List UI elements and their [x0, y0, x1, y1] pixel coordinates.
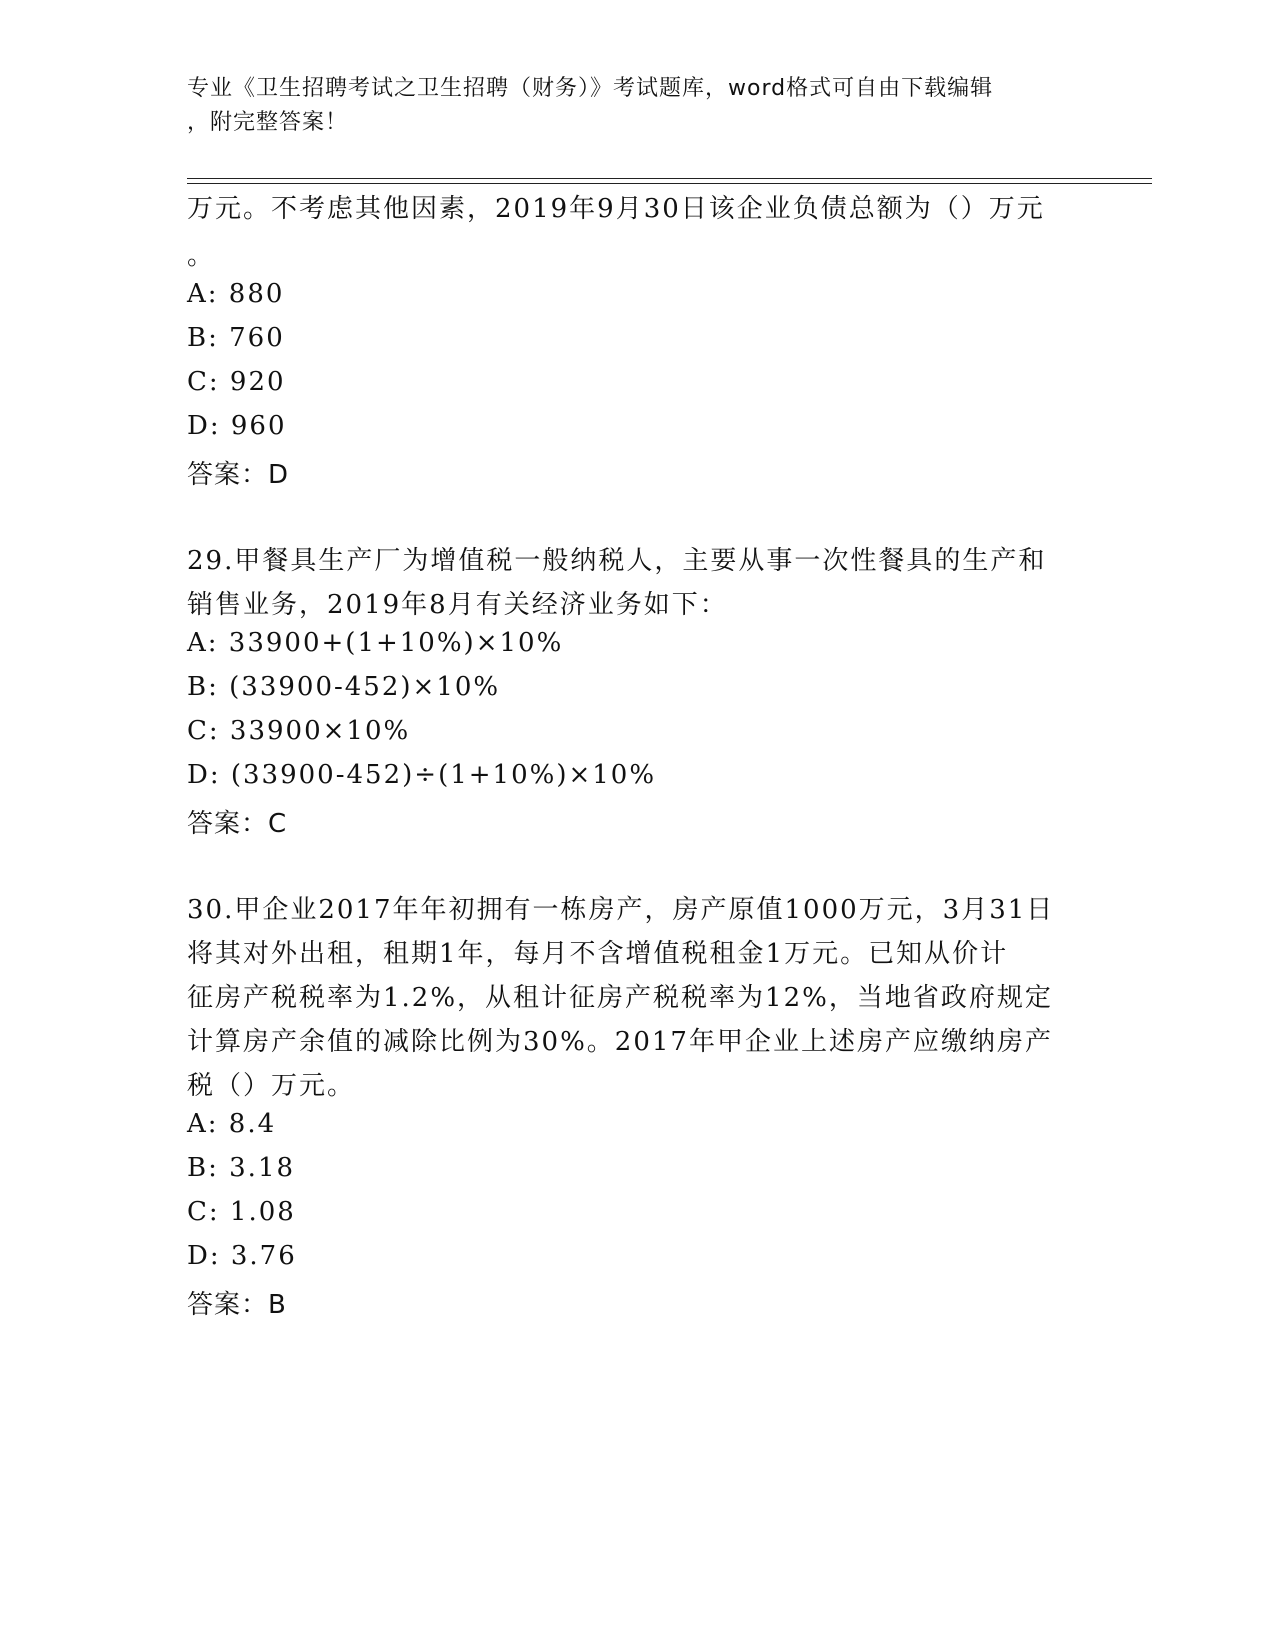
- q29-option-c: C: 33900×10%: [187, 716, 411, 746]
- q28-answer: 答案：D: [187, 460, 290, 490]
- q30-stem-line-1: 30.甲企业2017年年初拥有一栋房产，房产原值1000万元，3月31日: [187, 895, 1055, 925]
- q28-option-b: B: 760: [187, 323, 285, 353]
- q28-stem-line-2: 。: [187, 241, 216, 271]
- q28-option-d: D: 960: [187, 411, 287, 441]
- q30-option-a: A: 8.4: [187, 1109, 277, 1139]
- header-line-1: 专业《卫生招聘考试之卫生招聘（财务）》考试题库，word格式可自由下载编辑: [187, 76, 994, 101]
- q29-option-d: D: (33900-452)÷(1+10%)×10%: [187, 760, 657, 790]
- q30-option-d: D: 3.76: [187, 1241, 297, 1271]
- q30-option-c: C: 1.08: [187, 1197, 296, 1227]
- header-rule-top: [187, 178, 1152, 179]
- header-line-2: ，附完整答案！: [187, 110, 349, 135]
- q29-option-a: A: 33900+(1+10%)×10%: [187, 628, 564, 658]
- q30-stem-line-5: 税（）万元。: [187, 1071, 356, 1101]
- q30-stem-line-3: 征房产税税率为1.2%，从租计征房产税税率为12%，当地省政府规定: [187, 983, 1053, 1013]
- q30-stem-line-2: 将其对外出租，租期1年，每月不含增值税租金1万元。已知从价计: [187, 939, 1009, 969]
- q30-answer: 答案：B: [187, 1290, 287, 1320]
- q29-stem-line-1: 29.甲餐具生产厂为增值税一般纳税人，主要从事一次性餐具的生产和: [187, 546, 1047, 576]
- q30-option-b: B: 3.18: [187, 1153, 296, 1183]
- q30-stem-line-4: 计算房产余值的减除比例为30%。2017年甲企业上述房产应缴纳房产: [187, 1027, 1053, 1057]
- q29-stem-line-2: 销售业务，2019年8月有关经济业务如下：: [187, 590, 728, 620]
- q29-answer: 答案：C: [187, 809, 288, 839]
- q28-option-a: A: 880: [187, 279, 285, 309]
- q29-option-b: B: (33900-452)×10%: [187, 672, 501, 702]
- q28-stem-line-1: 万元。不考虑其他因素，2019年9月30日该企业负债总额为（）万元: [187, 194, 1045, 224]
- header-rule-bottom: [187, 183, 1152, 184]
- document-header: [187, 72, 1087, 140]
- q28-option-c: C: 920: [187, 367, 286, 397]
